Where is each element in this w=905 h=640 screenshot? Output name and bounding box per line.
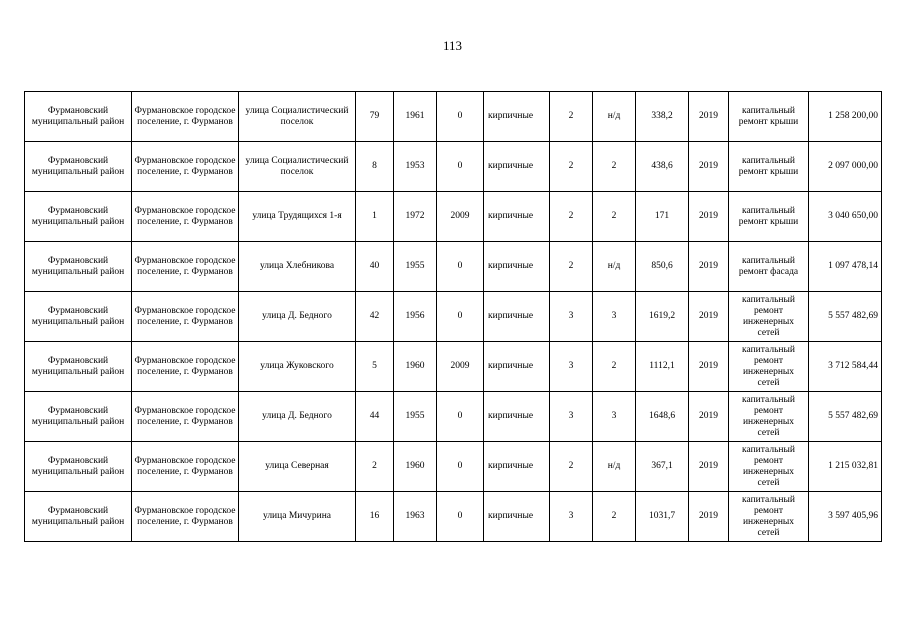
table-row — [25, 392, 882, 442]
settlement-cell: Фурмановское городское поселение, г. Фурманов — [132, 242, 239, 292]
house-number-cell: 8 — [356, 142, 394, 192]
street-cell: улица Северная — [239, 442, 356, 492]
floors-cell: 3 — [550, 292, 593, 342]
year-built-cell: 1955 — [394, 242, 437, 292]
house-number-cell: 44 — [356, 392, 394, 442]
district-cell: Фурмановский муниципальный район — [25, 292, 132, 342]
area-cell: 171 — [636, 192, 689, 242]
house-number-cell: 16 — [356, 492, 394, 542]
table-row — [25, 492, 882, 542]
table-row — [25, 292, 882, 342]
cost-cell: 5 557 482,69 — [809, 292, 882, 342]
work-type-cell: капитальный ремонт крыши — [729, 192, 809, 242]
year-overhaul-cell: 0 — [437, 492, 484, 542]
year-overhaul-cell: 0 — [437, 442, 484, 492]
work-type-cell: капитальный ремонт фасада — [729, 242, 809, 292]
wall-material-cell: кирпичные — [484, 242, 550, 292]
area-cell: 1031,7 — [636, 492, 689, 542]
plan-year-cell: 2019 — [689, 492, 729, 542]
cost-cell: 1 215 032,81 — [809, 442, 882, 492]
entrances-cell: 3 — [593, 392, 636, 442]
year-overhaul-cell: 2009 — [437, 342, 484, 392]
wall-material-cell: кирпичные — [484, 92, 550, 142]
house-number-cell: 2 — [356, 442, 394, 492]
settlement-cell: Фурмановское городское поселение, г. Фурманов — [132, 442, 239, 492]
settlement-cell: Фурмановское городское поселение, г. Фурманов — [132, 492, 239, 542]
cost-cell: 1 258 200,00 — [809, 92, 882, 142]
house-number-cell: 79 — [356, 92, 394, 142]
house-number-cell: 5 — [356, 342, 394, 392]
wall-material-cell: кирпичные — [484, 192, 550, 242]
year-built-cell: 1963 — [394, 492, 437, 542]
wall-material-cell: кирпичные — [484, 492, 550, 542]
area-cell: 367,1 — [636, 442, 689, 492]
floors-cell: 2 — [550, 442, 593, 492]
cost-cell: 5 557 482,69 — [809, 392, 882, 442]
entrances-cell: 3 — [593, 292, 636, 342]
work-type-cell: капитальный ремонт инженерных сетей — [729, 292, 809, 342]
wall-material-cell: кирпичные — [484, 442, 550, 492]
work-type-cell: капитальный ремонт инженерных сетей — [729, 342, 809, 392]
year-built-cell: 1956 — [394, 292, 437, 342]
floors-cell: 2 — [550, 192, 593, 242]
street-cell: улица Д. Бедного — [239, 292, 356, 342]
street-cell: улица Хлебникова — [239, 242, 356, 292]
floors-cell: 2 — [550, 142, 593, 192]
cost-cell: 3 597 405,96 — [809, 492, 882, 542]
year-built-cell: 1955 — [394, 392, 437, 442]
house-number-cell: 1 — [356, 192, 394, 242]
district-cell: Фурмановский муниципальный район — [25, 142, 132, 192]
work-type-cell: капитальный ремонт инженерных сетей — [729, 442, 809, 492]
entrances-cell: н/д — [593, 442, 636, 492]
house-number-cell: 40 — [356, 242, 394, 292]
district-cell: Фурмановский муниципальный район — [25, 192, 132, 242]
area-cell: 438,6 — [636, 142, 689, 192]
plan-year-cell: 2019 — [689, 342, 729, 392]
cost-cell: 2 097 000,00 — [809, 142, 882, 192]
district-cell: Фурмановский муниципальный район — [25, 492, 132, 542]
year-built-cell: 1972 — [394, 192, 437, 242]
year-built-cell: 1960 — [394, 342, 437, 392]
cost-cell: 3 040 650,00 — [809, 192, 882, 242]
cost-cell: 3 712 584,44 — [809, 342, 882, 392]
year-overhaul-cell: 0 — [437, 142, 484, 192]
street-cell: улица Социалистический поселок — [239, 142, 356, 192]
wall-material-cell: кирпичные — [484, 292, 550, 342]
area-cell: 338,2 — [636, 92, 689, 142]
table-row — [25, 242, 882, 292]
settlement-cell: Фурмановское городское поселение, г. Фурманов — [132, 92, 239, 142]
plan-year-cell: 2019 — [689, 442, 729, 492]
table-row — [25, 192, 882, 242]
table-row — [25, 142, 882, 192]
settlement-cell: Фурмановское городское поселение, г. Фурманов — [132, 392, 239, 442]
floors-cell: 3 — [550, 392, 593, 442]
district-cell: Фурмановский муниципальный район — [25, 92, 132, 142]
work-type-cell: капитальный ремонт инженерных сетей — [729, 392, 809, 442]
street-cell: улица Мичурина — [239, 492, 356, 542]
area-cell: 1619,2 — [636, 292, 689, 342]
year-overhaul-cell: 0 — [437, 292, 484, 342]
street-cell: улица Социалистический поселок — [239, 92, 356, 142]
page-number: 113 — [442, 38, 463, 53]
entrances-cell: н/д — [593, 92, 636, 142]
year-built-cell: 1961 — [394, 92, 437, 142]
floors-cell: 2 — [550, 242, 593, 292]
street-cell: улица Жуковского — [239, 342, 356, 392]
year-overhaul-cell: 0 — [437, 392, 484, 442]
district-cell: Фурмановский муниципальный район — [25, 342, 132, 392]
plan-year-cell: 2019 — [689, 392, 729, 442]
district-cell: Фурмановский муниципальный район — [25, 392, 132, 442]
entrances-cell: 2 — [593, 142, 636, 192]
street-cell: улица Трудящихся 1-я — [239, 192, 356, 242]
area-cell: 1112,1 — [636, 342, 689, 392]
settlement-cell: Фурмановское городское поселение, г. Фурманов — [132, 192, 239, 242]
entrances-cell: 2 — [593, 192, 636, 242]
year-built-cell: 1953 — [394, 142, 437, 192]
wall-material-cell: кирпичные — [484, 342, 550, 392]
floors-cell: 3 — [550, 342, 593, 392]
work-type-cell: капитальный ремонт крыши — [729, 92, 809, 142]
settlement-cell: Фурмановское городское поселение, г. Фурманов — [132, 342, 239, 392]
plan-year-cell: 2019 — [689, 292, 729, 342]
work-type-cell: капитальный ремонт крыши — [729, 142, 809, 192]
entrances-cell: н/д — [593, 242, 636, 292]
floors-cell: 2 — [550, 92, 593, 142]
district-cell: Фурмановский муниципальный район — [25, 442, 132, 492]
wall-material-cell: кирпичные — [484, 392, 550, 442]
table-row — [25, 342, 882, 392]
year-overhaul-cell: 0 — [437, 92, 484, 142]
year-built-cell: 1960 — [394, 442, 437, 492]
wall-material-cell: кирпичные — [484, 142, 550, 192]
district-cell: Фурмановский муниципальный район — [25, 242, 132, 292]
settlement-cell: Фурмановское городское поселение, г. Фурманов — [132, 142, 239, 192]
settlement-cell: Фурмановское городское поселение, г. Фурманов — [132, 292, 239, 342]
plan-year-cell: 2019 — [689, 192, 729, 242]
housing-registry-table — [24, 91, 882, 542]
table-row — [25, 442, 882, 492]
street-cell: улица Д. Бедного — [239, 392, 356, 442]
table-body — [25, 92, 882, 542]
table-row — [25, 92, 882, 142]
year-overhaul-cell: 2009 — [437, 192, 484, 242]
work-type-cell: капитальный ремонт инженерных сетей — [729, 492, 809, 542]
floors-cell: 3 — [550, 492, 593, 542]
house-number-cell: 42 — [356, 292, 394, 342]
year-overhaul-cell: 0 — [437, 242, 484, 292]
plan-year-cell: 2019 — [689, 142, 729, 192]
plan-year-cell: 2019 — [689, 242, 729, 292]
area-cell: 1648,6 — [636, 392, 689, 442]
cost-cell: 1 097 478,14 — [809, 242, 882, 292]
area-cell: 850,6 — [636, 242, 689, 292]
entrances-cell: 2 — [593, 492, 636, 542]
plan-year-cell: 2019 — [689, 92, 729, 142]
entrances-cell: 2 — [593, 342, 636, 392]
